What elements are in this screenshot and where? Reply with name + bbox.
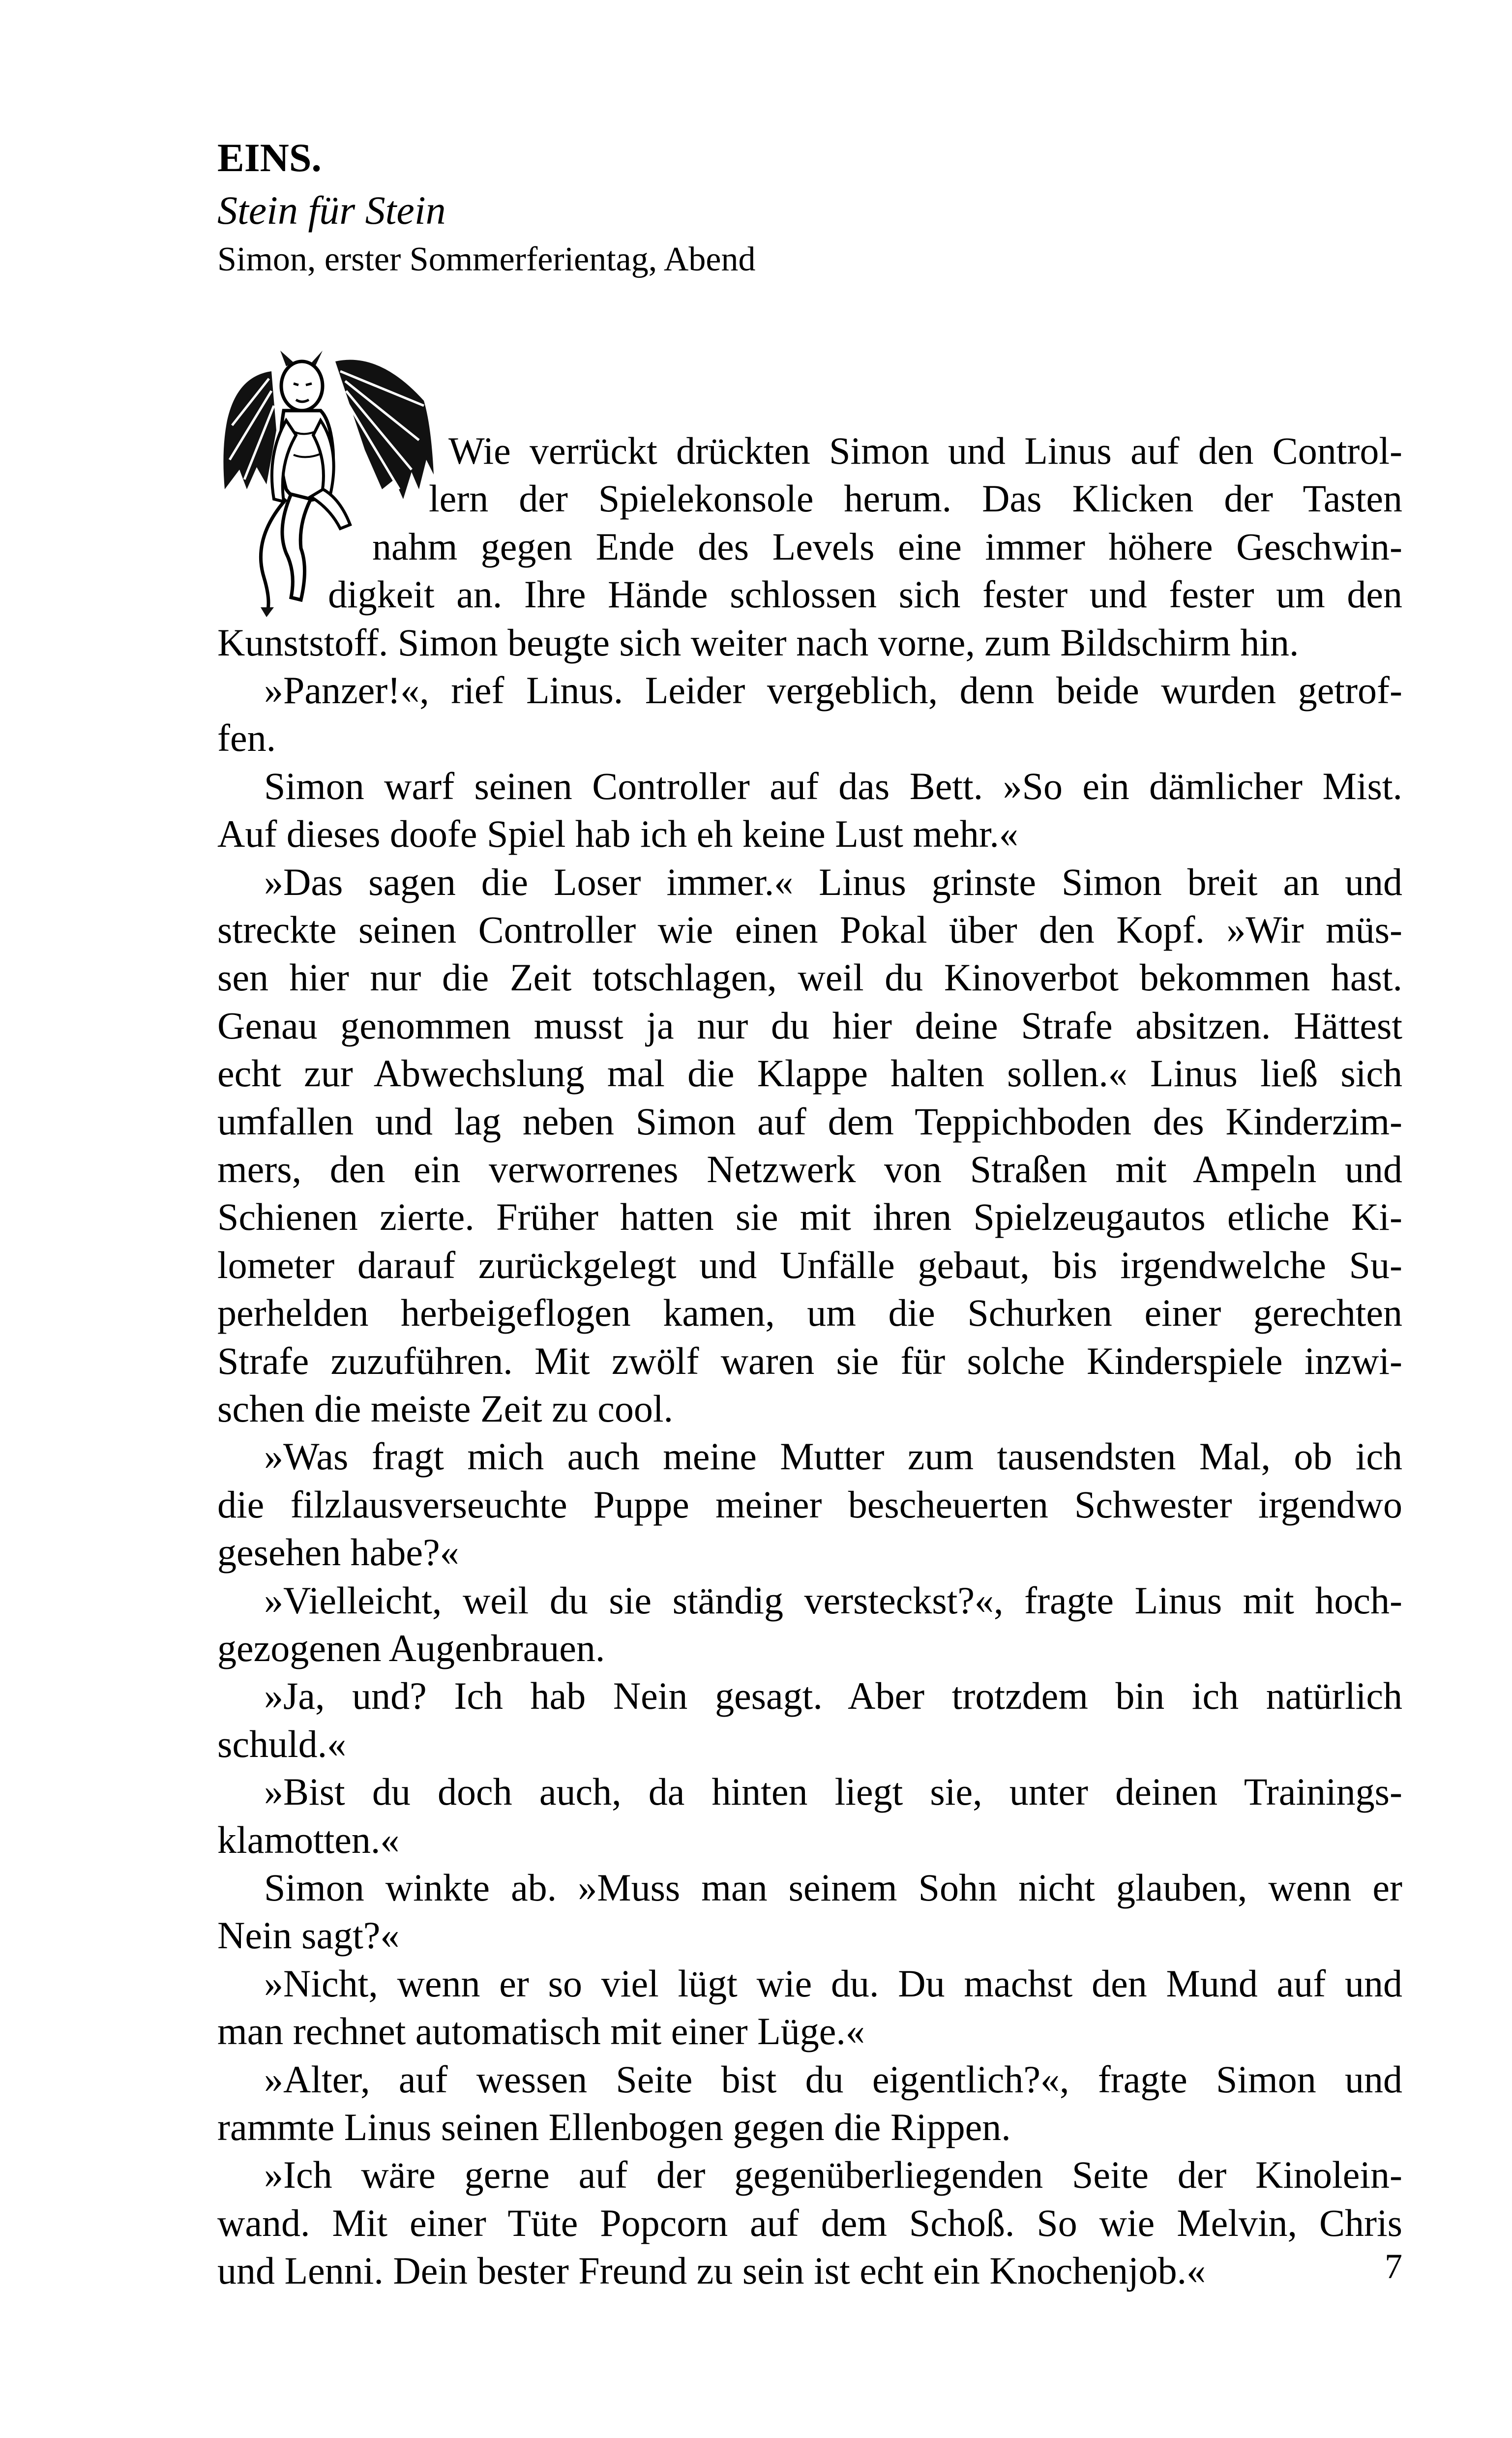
text-line: die filzlausverseuchte Puppe meiner bescheuerten Schwester irgendwo — [217, 1483, 1402, 1526]
text-line: umfallen und lag neben Simon auf dem Teppichboden des Kinderzim- — [217, 1100, 1402, 1143]
chapter-title: Stein für Stein — [217, 188, 446, 233]
text-line: »Ich wäre gerne auf der gegenüberliegenden Seite der Kinolein- — [264, 2153, 1402, 2197]
text-line: sen hier nur die Zeit totschlagen, weil du Kinoverbot bekommen hast. — [217, 956, 1402, 999]
text-line: man rechnet automatisch mit einer Lüge.« — [217, 2010, 865, 2053]
text-line: Simon warf seinen Controller auf das Bett. »So ein dämlicher Mist. — [264, 764, 1402, 807]
text-line: streckte seinen Controller wie einen Pokal über den Kopf. »Wir müs- — [217, 908, 1402, 951]
text-line: wand. Mit einer Tüte Popcorn auf dem Schoß. So wie Melvin, Chris — [217, 2201, 1402, 2244]
chapter-subtitle: Simon, erster Sommerferientag, Abend — [217, 240, 756, 278]
text-line: und Lenni. Dein bester Freund zu sein ist echt ein Knochenjob.« — [217, 2249, 1206, 2292]
text-line: Auf dieses doofe Spiel hab ich eh keine Lust mehr.« — [217, 812, 1018, 856]
text-line: digkeit an. Ihre Hände schlossen sich fester und fester um den — [328, 573, 1402, 616]
text-line: rammte Linus seinen Ellenbogen gegen die Rippen. — [217, 2106, 1011, 2148]
text-line: schen die meiste Zeit zu cool. — [217, 1387, 674, 1430]
text-line: perhelden herbeigeflogen kamen, um die Schurken einer gerechten — [217, 1291, 1402, 1335]
text-line: Kunststoff. Simon beugte sich weiter nach vorne, zum Bildschirm hin. — [217, 621, 1299, 664]
text-line: Genau genommen musst ja nur du hier deine Strafe absitzen. Hättest — [217, 1004, 1402, 1047]
text-line: gezogenen Augenbrauen. — [217, 1627, 605, 1669]
text-line: »Panzer!«, rief Linus. Leider vergeblich, denn beide wurden getrof- — [264, 669, 1402, 712]
text-line: echt zur Abwechslung mal die Klappe halten sollen.« Linus ließ sich — [217, 1052, 1402, 1095]
text-line: Wie verrückt drückten Simon und Linus auf den Control- — [448, 429, 1402, 472]
text-line: »Bist du doch auch, da hinten liegt sie, unter deinen Trainings- — [264, 1770, 1402, 1814]
text-line: »Das sagen die Loser immer.« Linus grinste Simon breit an und — [264, 860, 1402, 903]
text-line: Simon winkte ab. »Muss man seinem Sohn nicht glauben, wenn er — [264, 1866, 1402, 1909]
page-number: 7 — [1385, 2247, 1402, 2286]
text-line: Schienen zierte. Früher hatten sie mit ihren Spielzeugautos etliche Ki- — [217, 1195, 1402, 1239]
text-line: mers, den ein verworrenes Netzwerk von Straßen mit Ampeln und — [217, 1148, 1402, 1190]
text-line: klamotten.« — [217, 1818, 400, 1861]
text-line: fen. — [217, 716, 276, 760]
text-line: Strafe zuzuführen. Mit zwölf waren sie für solche Kinderspiele inzwi- — [217, 1339, 1402, 1382]
text-line: schuld.« — [217, 1722, 347, 1765]
text-line: nahm gegen Ende des Levels eine immer höhere Geschwin- — [372, 525, 1402, 568]
text-line: »Alter, auf wessen Seite bist du eigentlich?«, fragte Simon und — [264, 2057, 1402, 2101]
text-line: gesehen habe?« — [217, 1531, 459, 1574]
text-line: Nein sagt?« — [217, 1914, 400, 1957]
text-line: »Was fragt mich auch meine Mutter zum tausendsten Mal, ob ich — [264, 1435, 1402, 1478]
text-line: »Ja, und? Ich hab Nein gesagt. Aber trotzdem bin ich natürlich — [264, 1674, 1402, 1718]
text-line: »Nicht, wenn er so viel lügt wie du. Du machst den Mund auf und — [264, 1962, 1402, 2005]
text-line: »Vielleicht, weil du sie ständig versteckst?«, fragte Linus mit hoch- — [264, 1578, 1402, 1622]
text-line: lern der Spielekonsole herum. Das Klicken der Tasten — [429, 477, 1402, 520]
chapter-number: EINS. — [217, 135, 322, 180]
text-line: lometer darauf zurückgelegt und Unfälle gebaut, bis irgendwelche Su- — [217, 1243, 1402, 1286]
